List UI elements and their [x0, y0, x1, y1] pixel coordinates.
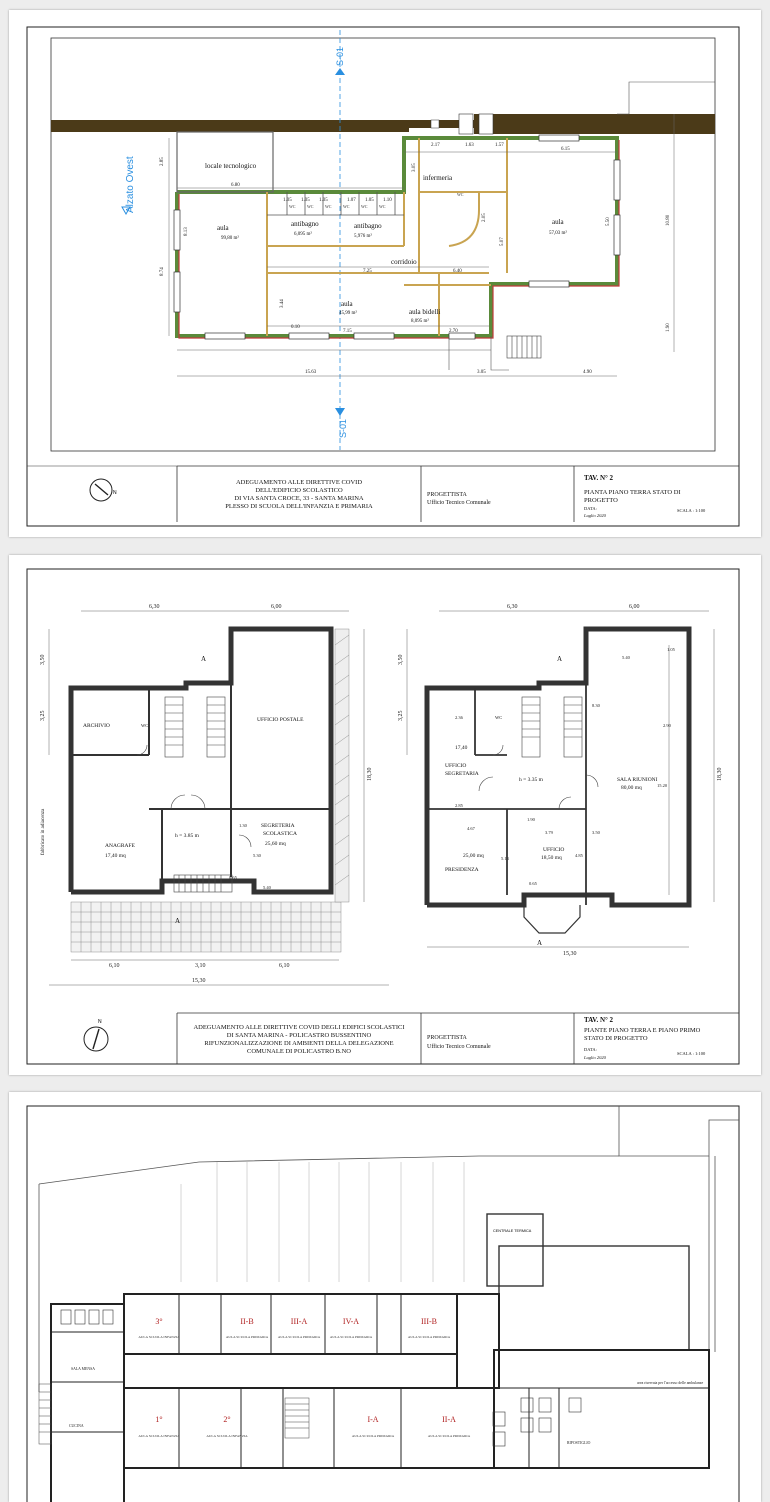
tav-number: TAV. N° 2	[584, 474, 614, 482]
designer-name: Ufficio Tecnico Comunale	[427, 1044, 491, 1050]
subject-line-2: STATO DI PROGETTO	[584, 1035, 648, 1042]
dim-text: 1.10	[383, 198, 392, 203]
dim-text: 2.90	[663, 723, 671, 728]
subject-line-1: PIANTA PIANO TERRA STATO DI	[584, 489, 681, 496]
dim-text: 3,10	[195, 963, 206, 969]
room-antibagno-2-area: 5,976 m²	[354, 234, 372, 239]
dim-text: 5.30	[253, 853, 261, 858]
designer-name: Ufficio Tecnico Comunale	[427, 500, 491, 506]
classroom-3b-type: AULA SCUOLA PRIMARIA	[407, 1335, 451, 1339]
room-aula-left-area: 99,80 m²	[221, 236, 239, 241]
classroom-2b-type: AULA SCUOLA PRIMARIA	[225, 1335, 269, 1339]
dim-text: 7.15	[343, 329, 352, 334]
section-label-bottom: S-01	[338, 418, 348, 438]
dim-text: 1.05	[301, 198, 310, 203]
height-label-a: h = 3.85 m	[175, 833, 199, 839]
dim-text: 3,50	[398, 654, 404, 665]
classroom-3-type: AULA SCUOLA INFANZIA	[138, 1335, 180, 1339]
room-infermeria: infermeria	[423, 174, 453, 182]
wc-label: WC	[379, 204, 386, 209]
stairs-b	[522, 697, 582, 757]
wc-label: WC	[343, 204, 350, 209]
room-aula-bottom: aula	[341, 300, 353, 308]
dim-text: 0.65	[529, 881, 537, 886]
school-plan	[9, 1092, 761, 1502]
room-aula-right-area: 57,03 m²	[549, 231, 567, 236]
dim-text: 6,00	[271, 604, 282, 610]
north-arrow-icon	[84, 1019, 108, 1051]
drawing-sheet-1	[9, 10, 761, 537]
title-line-4: COMUNALE DI POLICASTRO B.NO	[246, 1048, 352, 1055]
dim-text: 4.67	[467, 826, 475, 831]
dim-text: 1.57	[495, 143, 504, 148]
dim-text: 5.50	[606, 217, 611, 226]
room-ufficio-segretaria-area: 17,40	[455, 745, 468, 751]
date-value: Luglio 2020	[584, 1055, 606, 1060]
classroom-3: 3°	[155, 1317, 163, 1326]
dim-text: 5.40	[263, 885, 271, 890]
height-label-b: h = 3.35 m	[519, 777, 543, 783]
classroom-2a-type: AULA SCUOLA PRIMARIA	[427, 1434, 471, 1438]
dim-text: 6.40	[453, 269, 462, 274]
classroom-1-type: AULA SCUOLA INFANZIA	[138, 1434, 180, 1438]
title-line-3: RIFUNZIONALIZZAZIONE DI AMBIENTI DELLA DELEGAZIONE	[204, 1040, 394, 1047]
dim-text: 6,10	[279, 963, 290, 969]
drawing-sheet-3	[9, 1092, 761, 1502]
room-aula-bottom-area: 45,99 m²	[339, 311, 357, 316]
date-label: DATA:	[584, 1047, 597, 1052]
wc-label: WC	[361, 204, 368, 209]
dim-text: 3.79	[545, 830, 553, 835]
date-value: Luglio 2020	[584, 513, 606, 518]
dim-text: 2.36	[455, 715, 463, 720]
dim-text: 3,25	[40, 710, 46, 721]
stairs	[507, 336, 541, 358]
dim-text: 0.10	[291, 325, 300, 330]
dim-text: 1.07	[347, 198, 356, 203]
floor-plans-delegazione	[9, 555, 761, 1075]
classroom-4a: IV-A	[342, 1317, 360, 1326]
room-locale-tecnologico: locale tecnologico	[205, 162, 257, 170]
floor-plan-piano-terra	[9, 10, 761, 537]
dim-text: 5.40	[622, 655, 630, 660]
classroom-2: 2°	[223, 1415, 231, 1424]
dim-text: 4.90	[583, 370, 592, 375]
dim-text: 6,30	[507, 604, 518, 610]
room-cucina: CUCINA	[69, 1424, 84, 1428]
room-ripostiglio: RIPOSTIGLIO	[567, 1441, 591, 1445]
room-ufficio-postale: UFFICIO POSTALE	[257, 717, 304, 723]
room-centrale-termica: CENTRALE TERMICA	[493, 1229, 532, 1233]
dim-text: 8.30	[592, 703, 600, 708]
site-note: area riservata per l'accesso delle ambulanze	[637, 1381, 704, 1385]
room-segreteria-area: 25,60 mq	[265, 841, 286, 847]
subject-line-1: PIANTE PIANO TERRA E PIANO PRIMO	[584, 1027, 701, 1034]
dim-text: 6.80	[231, 183, 240, 188]
dim-text: 1.05	[667, 647, 675, 652]
room-presidenza: PRESIDENZA	[445, 867, 479, 873]
room-corridoio: corridoio	[391, 258, 417, 266]
dim-text: 8.13	[184, 227, 189, 236]
dim-text: 1.05	[283, 198, 292, 203]
room-sala-riunioni: SALA RIUNIONI	[617, 777, 658, 783]
room-ufficio-segretaria: UFFICIO	[445, 763, 467, 769]
room-wc-b: WC	[495, 715, 503, 720]
section-label-top: S-01	[335, 46, 345, 66]
date-label: DATA:	[584, 506, 597, 511]
scale: SCALA : 1:100	[677, 1051, 706, 1056]
wc-label: WC	[307, 204, 314, 209]
drawing-sheet-2	[9, 555, 761, 1075]
room-aula-right: aula	[552, 218, 564, 226]
dim-text: 2.17	[431, 143, 440, 148]
designer-label: PROGETTISTA	[427, 492, 467, 498]
room-aula-bidelli: aula bidelli	[409, 308, 441, 316]
title-line-2: DI SANTA MARINA - POLICASTRO BUSSENTINO	[226, 1032, 372, 1039]
boundary-wall-right	[474, 114, 715, 134]
room-sala-riunioni-area: 80,00 mq	[621, 785, 642, 791]
classroom-1a-type: AULA SCUOLA PRIMARIA	[351, 1434, 395, 1438]
dim-text: 18,30	[717, 767, 723, 781]
classroom-2-type: AULA SCUOLA INFANZIA	[206, 1434, 248, 1438]
dim-text: 5.07	[500, 237, 505, 246]
dim-text: 3,50	[40, 654, 46, 665]
room-archivio: ARCHIVIO	[83, 723, 110, 729]
room-segreteria-2: SCOLASTICA	[263, 831, 297, 837]
classroom-4a-type: AULA SCUOLA PRIMARIA	[329, 1335, 373, 1339]
wc-label: WC	[325, 204, 332, 209]
classroom-3a-type: AULA SCUOLA PRIMARIA	[277, 1335, 321, 1339]
dim-text: 15,30	[563, 951, 577, 957]
section-marker: A	[537, 939, 543, 947]
title-line-2: DELL'EDIFICIO SCOLASTICO	[255, 487, 343, 494]
title-line-1: ADEGUAMENTO ALLE DIRETTIVE COVID	[235, 479, 363, 486]
dim-text: 6,10	[109, 963, 120, 969]
classroom-2b: II-B	[240, 1317, 254, 1326]
room-antibagno-2: antibagno	[354, 222, 382, 230]
classroom-1: 1°	[155, 1415, 163, 1424]
dim-text: 4.85	[575, 853, 583, 858]
dim-text: 6.15	[561, 147, 570, 152]
dim-text: 0.65	[229, 875, 237, 880]
tav-number: TAV. N° 2	[584, 1016, 614, 1024]
dim-text: 1.05	[365, 198, 374, 203]
dim-text: 2.70	[449, 329, 458, 334]
room-segreteria: SEGRETERIA	[261, 823, 295, 829]
dim-text: 8.74	[160, 267, 165, 276]
room-aula-left: aula	[217, 224, 229, 232]
dim-text: 5.13	[501, 856, 509, 861]
room-anagrafe: ANAGRAFE	[105, 843, 135, 849]
stairs-a	[165, 697, 232, 892]
room-antibagno-1-area: 6,095 m²	[294, 232, 312, 237]
north-arrow-icon	[90, 479, 117, 501]
svg-text:N: N	[98, 1019, 102, 1025]
dim-text: 3.50	[592, 830, 600, 835]
dim-text: 3.05	[412, 163, 417, 172]
room-antibagno-1: antibagno	[291, 220, 319, 228]
dim-text: 3.05	[477, 370, 486, 375]
svg-text:N: N	[113, 490, 117, 496]
room-wc-a: WC	[141, 723, 149, 728]
room-ufficio: UFFICIO	[543, 847, 565, 853]
dim-text: 15.20	[657, 783, 668, 788]
title-line-3: DI VIA SANTA CROCE, 33 - SANTA MARINA	[234, 495, 364, 502]
subject-line-2: PROGETTO	[584, 497, 618, 504]
scale: SCALA : 1:100	[677, 508, 706, 513]
room-anagrafe-area: 17,40 mq	[105, 853, 126, 859]
dim-text: 1.90	[527, 817, 535, 822]
section-marker: A	[175, 917, 181, 925]
dim-text: 6,30	[149, 604, 160, 610]
dim-text: 15,30	[192, 978, 206, 984]
classroom-3a: III-A	[290, 1317, 308, 1326]
classroom-3b: III-B	[421, 1317, 437, 1326]
room-aula-bidelli-area: 8,095 m²	[411, 319, 429, 324]
dim-text: 1.63	[465, 143, 474, 148]
dim-text: 1.05	[319, 198, 328, 203]
room-ufficio-area: 18,50 mq	[541, 855, 562, 861]
boundary-wall-left	[51, 120, 409, 132]
dim-text: 6,00	[629, 604, 640, 610]
wc-label: WC	[457, 192, 464, 197]
classroom-1a: I-A	[367, 1415, 379, 1424]
dim-text: 2.85	[455, 803, 463, 808]
classroom-2a: II-A	[442, 1415, 456, 1424]
dim-text: 3,25	[398, 710, 404, 721]
title-line-1: ADEGUAMENTO ALLE DIRETTIVE COVID DEGLI EDIFICI SCOLASTICI	[193, 1024, 405, 1031]
wc-label: WC	[289, 204, 296, 209]
dim-text: 1.90	[666, 323, 671, 332]
side-note: fabbricato in adiacenza	[41, 808, 46, 855]
room-presidenza-area: 25,00 mq	[463, 853, 484, 859]
section-marker: A	[201, 655, 207, 663]
dim-text: 3.44	[280, 299, 285, 308]
room-sala-mensa: SALA MENSA	[71, 1367, 95, 1371]
dim-text: 15.63	[305, 370, 317, 375]
designer-label: PROGETTISTA	[427, 1035, 467, 1041]
dim-text: 7.25	[363, 269, 372, 274]
section-marker: A	[557, 655, 563, 663]
dim-text: 18,30	[367, 767, 373, 781]
dim-text: 2.05	[482, 213, 487, 222]
dim-text: 1.30	[239, 823, 247, 828]
dim-text: 2.85	[160, 157, 165, 166]
room-ufficio-segretaria-2: SEGRETARIA	[445, 771, 479, 777]
dim-text: 10.80	[666, 214, 671, 226]
elevation-label: Alzato Ovest	[125, 156, 136, 213]
title-line-4: PLESSO DI SCUOLA DELL'INFANZIA E PRIMARIA	[225, 503, 373, 510]
